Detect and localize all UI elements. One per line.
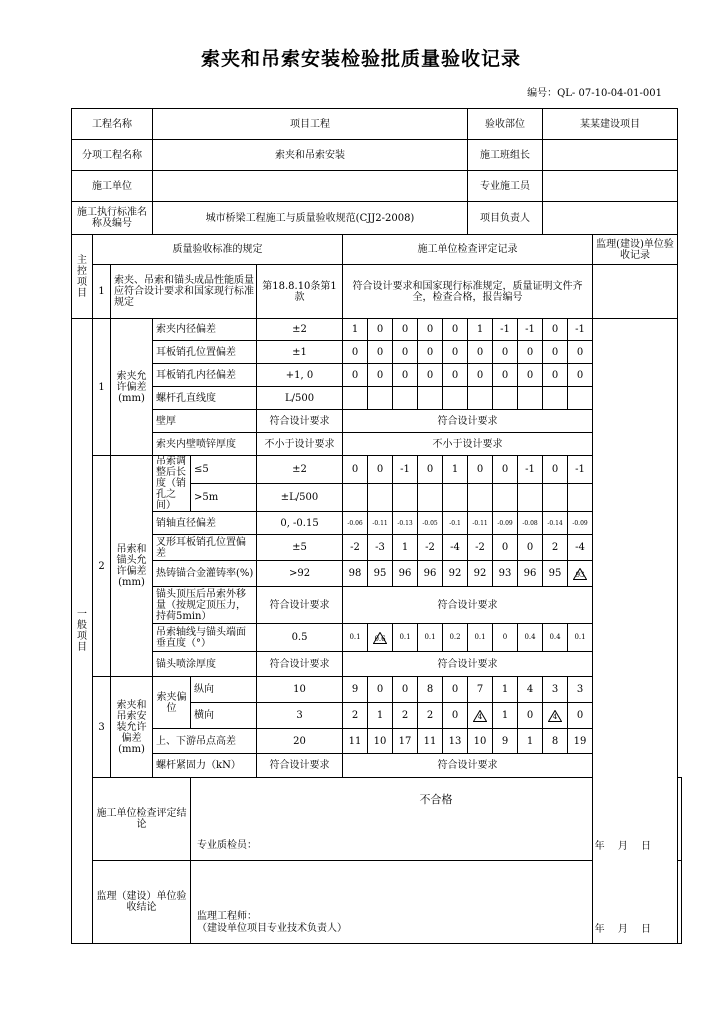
g2-fork-v1: -3 (368, 535, 393, 561)
sub-project-label: 分项工程名称 (72, 140, 153, 171)
g1-row-1-v7: 0 (518, 341, 543, 364)
g3-elev-v9: 19 (568, 729, 593, 754)
g3-row-0-v5: 7 (468, 677, 493, 703)
g2-fork-v4: -4 (443, 535, 468, 561)
g2-pin-v8: -0.14 (543, 512, 568, 535)
g2-casting-v9-value: 93 (575, 570, 585, 579)
inspector-label: 专业质检员： (197, 840, 258, 851)
g3-elev-v3: 11 (418, 729, 443, 754)
g3-bolt-item: 螺杆紧固力（kN） (153, 754, 257, 778)
g1-row-1-v8: 0 (543, 341, 568, 364)
g2-pin-v4: -0.1 (443, 512, 468, 535)
g1-row-1-v3: 0 (418, 341, 443, 364)
main-item-supervision (593, 265, 678, 319)
g1-row-3-v9 (568, 387, 593, 410)
g2-length-1-v5 (468, 484, 493, 512)
g2-fork-item: 叉形耳板销孔位置偏差 (153, 535, 257, 561)
g3-no: 3 (93, 677, 111, 778)
g3-elev-v7: 1 (518, 729, 543, 754)
warning-triangle-icon (548, 710, 562, 722)
g2-pin-v1: -0.11 (368, 512, 393, 535)
g1-row-2-item: 耳板销孔内径偏差 (153, 364, 257, 387)
professional-worker-label: 专业施工员 (468, 171, 543, 202)
g3-row-1-v8 (543, 703, 568, 729)
supervision-box (191, 861, 681, 943)
g3-row-0-v3: 8 (418, 677, 443, 703)
g2-perp-v2: 0.1 (393, 624, 418, 652)
project-name-label: 工程名称 (72, 109, 153, 140)
g2-casting-std: >92 (257, 561, 343, 587)
g1-row-0-v9: -1 (568, 319, 593, 341)
construction-unit-value (153, 171, 468, 202)
g2-pin-v6: -0.09 (493, 512, 518, 535)
g1-coating-std: 不小于设计要求 (257, 433, 343, 456)
g1-row-0-v8: 0 (543, 319, 568, 341)
g1-row-1-v5: 0 (468, 341, 493, 364)
construction-unit-label: 施工单位 (72, 171, 153, 202)
inspection-table (71, 108, 682, 944)
g3-elev-v5: 10 (468, 729, 493, 754)
general-label: 一般项目 (72, 319, 93, 944)
warning-triangle-icon (473, 710, 487, 722)
g1-row-3-v5 (468, 387, 493, 410)
g2-pin-item: 销轴直径偏差 (153, 512, 257, 535)
g3-row-0-v0: 9 (343, 677, 368, 703)
g2-perp-v3: 0.1 (418, 624, 443, 652)
g1-row-1-v2: 0 (393, 341, 418, 364)
g2-casting-v7: 96 (518, 561, 543, 587)
g2-perp-v7: 0.4 (518, 624, 543, 652)
acceptance-part-label: 验收部位 (468, 109, 543, 140)
g3-group: 索夹和吊索安装允许偏差(mm) (111, 677, 153, 778)
g2-length-1-v6 (493, 484, 518, 512)
g3-bolt-result: 符合设计要求 (343, 754, 593, 778)
g3-row-1-v8-value: 4 (552, 712, 558, 721)
g1-row-0-v0: 1 (343, 319, 368, 341)
g1-row-3-std: L/500 (257, 387, 343, 410)
g2-pin-v9: -0.09 (568, 512, 593, 535)
conclusion-label: 施工单位检查评定结论 (93, 778, 191, 861)
g2-length-1-v9 (568, 484, 593, 512)
g2-perp-v6: 0 (493, 624, 518, 652)
g2-length-1-v4 (443, 484, 468, 512)
standard-value: 城市桥梁工程施工与质量验收规范(CJJ2-2008) (153, 202, 468, 235)
g2-length-1-v0 (343, 484, 368, 512)
g2-length-0-cond: ≤5 (191, 456, 257, 484)
g2-length-0-v7: -1 (518, 456, 543, 484)
g1-row-1-std: ±1 (257, 341, 343, 364)
g2-casting-v1: 95 (368, 561, 393, 587)
g1-row-2-v5: 0 (468, 364, 493, 387)
g3-row-1-v1: 1 (368, 703, 393, 729)
g2-pin-v5: -0.11 (468, 512, 493, 535)
warning-triangle-icon (573, 568, 587, 580)
g3-row-0-v8: 3 (543, 677, 568, 703)
g1-row-1-v9: 0 (568, 341, 593, 364)
g2-anchor-coating-item: 锚头喷涂厚度 (153, 652, 257, 677)
g1-row-3-v3 (418, 387, 443, 410)
g2-perp-item: 吊索轴线与锚头端面垂直度（°） (153, 624, 257, 652)
g3-row-1-v0: 2 (343, 703, 368, 729)
g2-anchor-coating-result: 符合设计要求 (343, 652, 593, 677)
g2-fork-v5: -2 (468, 535, 493, 561)
g2-length-0-std: ±2 (257, 456, 343, 484)
g2-length-0-v6: 0 (493, 456, 518, 484)
g3-offset-label: 索夹偏位 (153, 677, 191, 729)
g1-no: 1 (93, 319, 111, 456)
g2-no: 2 (93, 456, 111, 677)
conclusion-result: 不合格 (419, 793, 453, 806)
conclusion-date: 年 月 日 (594, 841, 651, 852)
g1-row-0-v1: 0 (368, 319, 393, 341)
g1-row-0-v3: 0 (418, 319, 443, 341)
main-item-no: 1 (93, 265, 111, 319)
g1-row-1-item: 耳板销孔位置偏差 (153, 341, 257, 364)
g3-row-1-v4: 0 (443, 703, 468, 729)
g3-row-0-item: 纵向 (191, 677, 257, 703)
g2-fork-v0: -2 (343, 535, 368, 561)
engineer-label: 监理工程师： (197, 911, 258, 922)
g2-fork-v6: 0 (493, 535, 518, 561)
g3-row-1-v3: 2 (418, 703, 443, 729)
g3-row-1-item: 横向 (191, 703, 257, 729)
project-name-value: 项目工程 (153, 109, 468, 140)
g3-row-1-v7: 0 (518, 703, 543, 729)
team-leader-label: 施工班组长 (468, 140, 543, 171)
g2-casting-v5: 92 (468, 561, 493, 587)
g2-casting-v6: 93 (493, 561, 518, 587)
g2-length-1-std: ±L/500 (257, 484, 343, 512)
g3-row-1-std: 3 (257, 703, 343, 729)
standard-heading: 质量验收标准的规定 (93, 235, 343, 265)
g3-row-0-v6: 1 (493, 677, 518, 703)
g1-row-1-v6: 0 (493, 341, 518, 364)
g1-thickness-result: 符合设计要求 (343, 410, 593, 433)
g1-row-2-v0: 0 (343, 364, 368, 387)
g2-length-0-v0: 0 (343, 456, 368, 484)
g2-group: 吊索和锚头允许偏差(mm) (111, 456, 153, 677)
g2-casting-v4: 92 (443, 561, 468, 587)
check-heading: 施工单位检查评定记录 (343, 235, 593, 265)
g2-length-1-v7 (518, 484, 543, 512)
acceptance-part-value: 某某建设项目 (543, 109, 678, 140)
g2-fork-v9: -4 (568, 535, 593, 561)
conclusion-box (191, 778, 681, 860)
g1-row-3-v0 (343, 387, 368, 410)
g1-row-2-v4: 0 (443, 364, 468, 387)
g2-length-0-v1: 0 (368, 456, 393, 484)
page-title: 索夹和吊索安装检验批质量验收记录 (200, 48, 521, 70)
g2-length-0-v5: 0 (468, 456, 493, 484)
g2-retraction-result: 符合设计要求 (343, 587, 593, 624)
g1-row-2-v9: 0 (568, 364, 593, 387)
g1-row-1-v4: 0 (443, 341, 468, 364)
project-manager-value (543, 202, 678, 235)
g2-perp-v4: 0.2 (443, 624, 468, 652)
team-leader-value (543, 140, 678, 171)
g1-row-3-v1 (368, 387, 393, 410)
g2-fork-v3: -2 (418, 535, 443, 561)
g2-length-item: 吊索调整后长度（销孔之间） (153, 456, 191, 512)
g2-fork-v2: 1 (393, 535, 418, 561)
g1-row-3-v2 (393, 387, 418, 410)
g2-pin-v0: -0.06 (343, 512, 368, 535)
supervision-date: 年 月 日 (594, 924, 651, 935)
g1-row-3-v7 (518, 387, 543, 410)
g2-length-0-v2: -1 (393, 456, 418, 484)
project-manager-label: 项目负责人 (468, 202, 543, 235)
g3-row-0-v7: 4 (518, 677, 543, 703)
supervision-heading: 监理(建设)单位验收记录 (593, 235, 678, 265)
g2-casting-v8: 95 (543, 561, 568, 587)
g1-row-0-item: 索夹内径偏差 (153, 319, 257, 341)
g2-perp-v5: 0.1 (468, 624, 493, 652)
g2-casting-v2: 96 (393, 561, 418, 587)
engineer-note: （建设单位项目专业技术负责人） (197, 923, 348, 934)
g3-elev-std: 20 (257, 729, 343, 754)
g1-row-2-v7: 0 (518, 364, 543, 387)
g1-group: 索夹允许偏差(mm) (111, 319, 153, 456)
g2-length-0-v8: 0 (543, 456, 568, 484)
g3-elev-v8: 8 (543, 729, 568, 754)
g1-row-2-v6: 0 (493, 364, 518, 387)
g3-elev-item: 上、下游吊点高差 (153, 729, 257, 754)
sub-project-value: 索夹和吊索安装 (153, 140, 468, 171)
g2-perp-v1-value: 0.6 (374, 634, 386, 643)
g2-fork-std: ±5 (257, 535, 343, 561)
g1-row-2-v3: 0 (418, 364, 443, 387)
g3-row-1-v9: 0 (568, 703, 593, 729)
g2-length-1-v1 (368, 484, 393, 512)
g1-row-0-v7: -1 (518, 319, 543, 341)
g3-row-1-v5-value: 4 (477, 712, 483, 721)
supervision-label: 监理（建设）单位验收结论 (93, 861, 191, 944)
g2-casting-item: 热铸锚合金灌铸率(%) (153, 561, 257, 587)
g1-row-0-v5: 1 (468, 319, 493, 341)
g1-thickness-item: 壁厚 (153, 410, 257, 433)
g2-length-1-v8 (543, 484, 568, 512)
g3-elev-v1: 10 (368, 729, 393, 754)
g1-row-2-v1: 0 (368, 364, 393, 387)
g1-row-3-v4 (443, 387, 468, 410)
g2-retraction-item: 锚头顶压后吊索外移量（按规定顶压力，持荷5min） (153, 587, 257, 624)
g2-casting-v3: 96 (418, 561, 443, 587)
g1-row-2-std: +1, 0 (257, 364, 343, 387)
g3-row-1-v5 (468, 703, 493, 729)
g2-length-0-v4: 1 (443, 456, 468, 484)
g2-fork-v7: 0 (518, 535, 543, 561)
g2-perp-std: 0.5 (257, 624, 343, 652)
g1-row-0-v4: 0 (443, 319, 468, 341)
g2-pin-v7: -0.08 (518, 512, 543, 535)
g1-row-0-std: ±2 (257, 319, 343, 341)
g2-perp-v0: 0.1 (343, 624, 368, 652)
standard-label: 施工执行标准名称及编号 (72, 202, 153, 235)
g3-row-0-v9: 3 (568, 677, 593, 703)
g1-row-3-v8 (543, 387, 568, 410)
g3-row-0-std: 10 (257, 677, 343, 703)
g2-length-0-v9: -1 (568, 456, 593, 484)
g1-row-3-v6 (493, 387, 518, 410)
g2-length-0-v3: 0 (418, 456, 443, 484)
g1-row-0-v2: 0 (393, 319, 418, 341)
g2-casting-v0: 98 (343, 561, 368, 587)
g2-length-1-v2 (393, 484, 418, 512)
g3-row-0-v4: 0 (443, 677, 468, 703)
main-item-result: 符合设计要求和国家现行标准规定，质量证明文件齐全，检查合格，报告编号 (343, 265, 593, 319)
g3-bolt-std: 符合设计要求 (257, 754, 343, 778)
g1-row-0-v6: -1 (493, 319, 518, 341)
g2-retraction-std: 符合设计要求 (257, 587, 343, 624)
g3-elev-v6: 9 (493, 729, 518, 754)
g2-fork-v8: 2 (543, 535, 568, 561)
g1-row-1-v0: 0 (343, 341, 368, 364)
g1-thickness-std: 符合设计要求 (257, 410, 343, 433)
g3-elev-v4: 13 (443, 729, 468, 754)
g2-pin-v3: -0.05 (418, 512, 443, 535)
main-item-clause: 第18.8.10条第1款 (257, 265, 343, 319)
g2-perp-v9: 0.1 (568, 624, 593, 652)
professional-worker-value (543, 171, 678, 202)
g3-row-1-v2: 2 (393, 703, 418, 729)
g1-row-3-item: 螺杆孔直线度 (153, 387, 257, 410)
g2-perp-v1 (368, 624, 393, 652)
g3-row-0-v1: 0 (368, 677, 393, 703)
main-control-label: 主控项目 (72, 235, 93, 319)
g3-elev-v0: 11 (343, 729, 368, 754)
g1-row-1-v1: 0 (368, 341, 393, 364)
g1-coating-item: 索夹内壁喷锌厚度 (153, 433, 257, 456)
main-item-desc: 索夹、吊索和锚头成品性能质量应符合设计要求和国家现行标准规定 (111, 265, 257, 319)
document-code: 编号：QL- 07-10-04-01-001 (527, 88, 662, 99)
g3-row-0-v2: 0 (393, 677, 418, 703)
g2-pin-std: 0, -0.15 (257, 512, 343, 535)
g1-coating-result: 不小于设计要求 (343, 433, 593, 456)
g2-length-1-v3 (418, 484, 443, 512)
g2-anchor-coating-std: 符合设计要求 (257, 652, 343, 677)
g2-pin-v2: -0.13 (393, 512, 418, 535)
g3-row-1-v6: 1 (493, 703, 518, 729)
g1-row-2-v2: 0 (393, 364, 418, 387)
g2-perp-v8: 0.4 (543, 624, 568, 652)
g2-length-1-cond: >5m (191, 484, 257, 512)
supervision-signature (197, 911, 347, 935)
g3-elev-v2: 17 (393, 729, 418, 754)
g2-casting-v9 (568, 561, 593, 587)
warning-triangle-icon (373, 632, 387, 644)
g1-row-2-v8: 0 (543, 364, 568, 387)
